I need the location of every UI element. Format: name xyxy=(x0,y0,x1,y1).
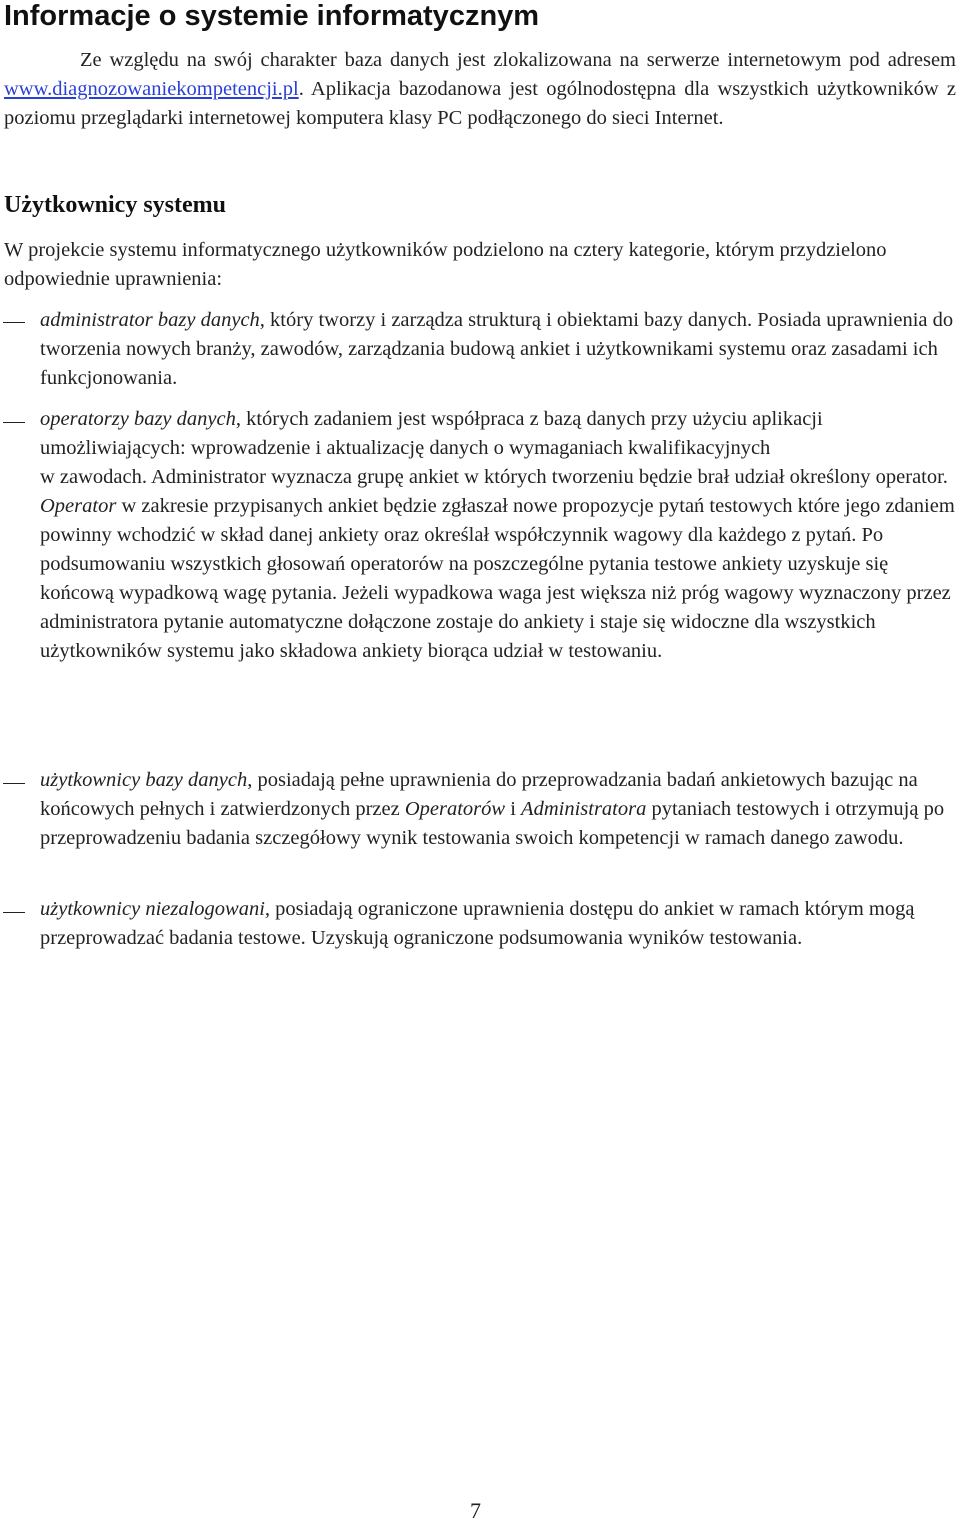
list-item-body: pytaniach testowych i otrzymują po przeprowadzeniu badania szczegółowy wynik testowania swoich kompetencji w ramach danego zawodu. xyxy=(40,798,945,849)
dash-bullet-icon xyxy=(3,422,25,423)
section-title: Użytkownicy systemu xyxy=(4,192,226,218)
page-heading: Informacje o systemie informatycznym xyxy=(4,0,540,32)
list-item-text xyxy=(40,895,958,953)
list-item-term: administrator bazy danych xyxy=(40,309,260,331)
page-number: 7 xyxy=(470,1498,481,1523)
section-lead: W projekcie systemu informatycznego użytkowników podzielono na cztery kategorie, którym przydzielono odpowiednie uprawnienia: xyxy=(4,239,887,290)
dash-bullet-icon xyxy=(3,912,25,913)
website-link[interactable]: www.diagnozowaniekompetencji.pl xyxy=(4,78,299,100)
list-item-body: , posiadają pełne uprawnienia do przeprowadzania badań ankietowych bazując na końcowych pełnych i zatwierdzonych przez xyxy=(40,769,918,820)
intro-text-1: Ze względu na swój charakter baza danych jest zlokalizowana na serwerze internetowym pod adresem xyxy=(80,49,956,71)
list-item-term: Operatorów xyxy=(404,798,506,820)
intro-paragraph xyxy=(4,46,956,133)
list-item-term: użytkownicy niezalogowani, xyxy=(40,898,271,920)
list-item-body: w zakresie przypisanych ankiet będzie zgłaszał nowe propozycje pytań testowych które jego zdaniem powinny wchodzić w skład danej ankiety oraz określał współczynnik wagowy dla każdego z pytań. Po podsumowaniu wszystkich głosowań operatorów na poszczególne pytania testowe ankiety uzyskuje się końcową wypadkową wagę pytania. Jeżeli wypadkowa waga jest większa niż próg wagowy wyznaczony przez administratora pytanie automatyczne dołączone zostaje do ankiety i staje się widoczne dla wszystkich użytkowników systemu jako składowa ankiety biorąca udział w testowaniu. xyxy=(40,495,955,662)
list-item-term: użytkownicy bazy danych xyxy=(40,769,248,791)
dash-bullet-icon xyxy=(3,322,25,323)
list-item-term: Administratora xyxy=(521,798,647,820)
dash-bullet-icon xyxy=(3,783,25,784)
list-item-body: i xyxy=(505,798,522,820)
list-item-text xyxy=(40,306,958,393)
list-item-term: operatorzy bazy danych xyxy=(40,408,236,430)
list-item-body: , który tworzy i zarządza strukturą i obiektami bazy danych. Posiada uprawnienia do tworzenia nowych branży, zawodów, zarządzania budową ankiet i użytkownikami systemu oraz zasadami ich funkcjonowania. xyxy=(40,309,954,389)
list-item-body: posiadają ograniczone uprawnienia dostępu do ankiet w ramach którym mogą przeprowadzać badania testowe. Uzyskują ograniczone podsumowania wyników testowania. xyxy=(40,898,915,949)
list-item-body: w zawodach. Administrator wyznacza grupę ankiet w których tworzeniu będzie brał udział określony operator. xyxy=(40,466,948,488)
list-item-text xyxy=(40,405,958,666)
list-item-body: , których zadaniem jest współpraca z bazą danych przy użyciu aplikacji umożliwiających: wprowadzenie i aktualizację danych o wymaganiach kwalifikacyjnych xyxy=(40,408,823,459)
list-item-term: Operator xyxy=(40,495,117,517)
intro-text-2: . Aplikacja bazodanowa jest ogólnodostępna dla wszystkich użytkowników z poziomu przeglądarki internetowej komputera klasy PC podłączonego do sieci Internet. xyxy=(4,78,956,129)
list-item-text xyxy=(40,766,958,853)
